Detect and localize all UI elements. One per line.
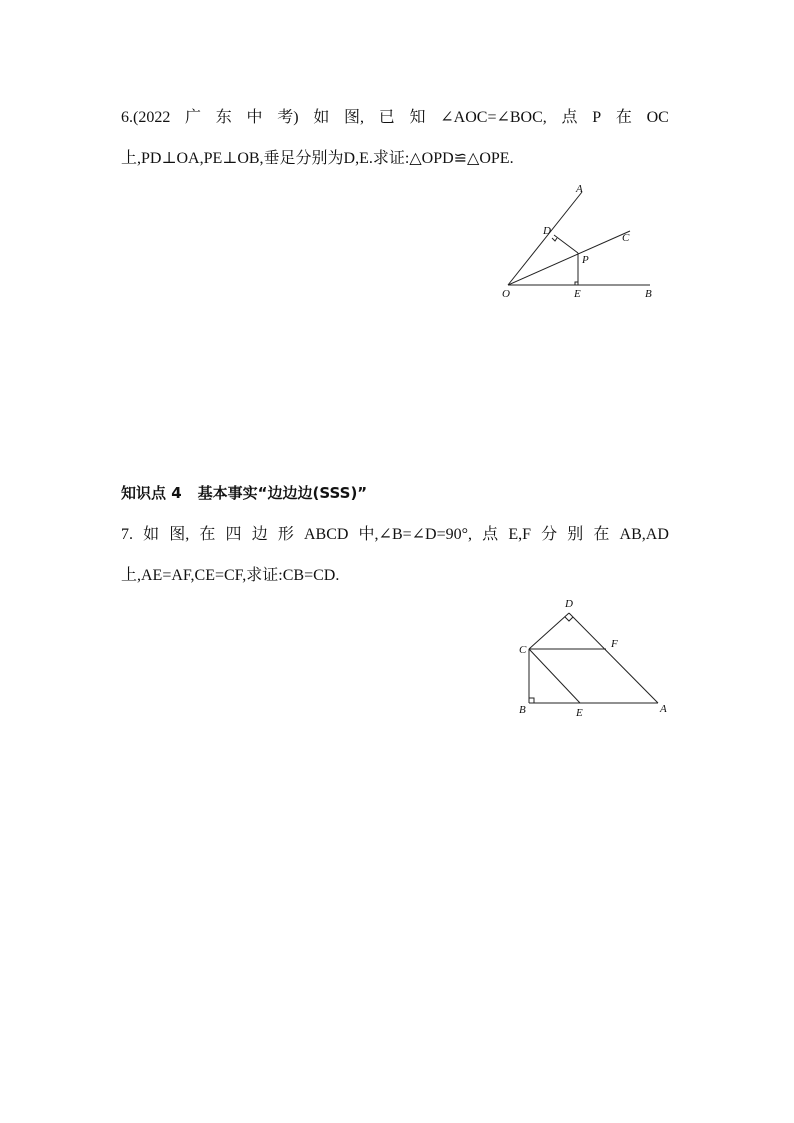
label-F: F (611, 638, 618, 650)
q7-word: AB,AD (619, 526, 669, 543)
label-D: D (543, 225, 551, 237)
q7-word: ABCD (303, 526, 349, 543)
segment-PD (554, 235, 578, 253)
q6-word: 广 (185, 109, 202, 126)
q7-word: 在 (199, 526, 216, 543)
q6-text-line-2: 上,PD⊥OA,PE⊥OB,垂足分别为D,E.求证:△OPD≌△OPE. (121, 150, 514, 167)
segment-CE (529, 649, 580, 703)
q7-figure (510, 595, 680, 725)
q6-word: 如 (313, 109, 330, 126)
q7-word: 如 (143, 526, 160, 543)
right-angle-mark-B (529, 698, 534, 703)
right-angle-mark-D (552, 238, 557, 241)
q7-word: 7. (121, 526, 133, 543)
label-P: P (582, 254, 589, 266)
right-angle-mark-D (565, 617, 573, 621)
label-E: E (574, 288, 581, 300)
q7-word: 分 (541, 526, 558, 543)
q7-word: 在 (593, 526, 610, 543)
q6-word: 知 (409, 109, 426, 126)
q6-word: P (592, 109, 602, 126)
label-A: A (576, 183, 583, 195)
q6-word: 6.(2022 (121, 109, 171, 126)
q7-word: 点 (482, 526, 499, 543)
segment-CD (529, 613, 569, 649)
q7-text-line-2: 上,AE=AF,CE=CF,求证:CB=CD. (121, 567, 340, 584)
q7-word: 中,∠B=∠D=90°, (358, 526, 473, 543)
segment-DA (569, 613, 658, 703)
section-title: 基本事实“边边边(SSS)” (197, 484, 368, 502)
q6-word: 中 (246, 109, 263, 126)
label-C: C (519, 644, 527, 656)
q6-word: 图, (344, 109, 365, 126)
q6-word: OC (646, 109, 669, 126)
ray-OC (508, 231, 630, 285)
label-D: D (565, 598, 573, 610)
label-C: C (622, 232, 630, 244)
q7-word: 边 (251, 526, 268, 543)
q6-word: 考) (277, 109, 299, 126)
q6-word: 东 (215, 109, 232, 126)
q6-word: 在 (615, 109, 632, 126)
label-O: O (502, 288, 510, 300)
q7-word: 别 (567, 526, 584, 543)
q7-word: 图, (169, 526, 190, 543)
label-E: E (576, 707, 583, 719)
q7-word: 形 (277, 526, 294, 543)
section-heading (121, 483, 669, 503)
section-label: 知识点 4 (121, 484, 182, 502)
label-A: A (660, 703, 667, 715)
q6-text-line-1 (121, 108, 669, 128)
ray-OA (508, 192, 582, 285)
q7-text-line-1 (121, 525, 669, 545)
q7-word: E,F (508, 526, 531, 543)
q6-word: ∠AOC=∠BOC, (440, 109, 547, 126)
q7-word: 四 (225, 526, 242, 543)
label-B: B (519, 704, 526, 716)
label-B: B (645, 288, 652, 300)
q6-word: 已 (378, 109, 395, 126)
q6-word: 点 (561, 109, 578, 126)
q6-figure (495, 180, 665, 305)
